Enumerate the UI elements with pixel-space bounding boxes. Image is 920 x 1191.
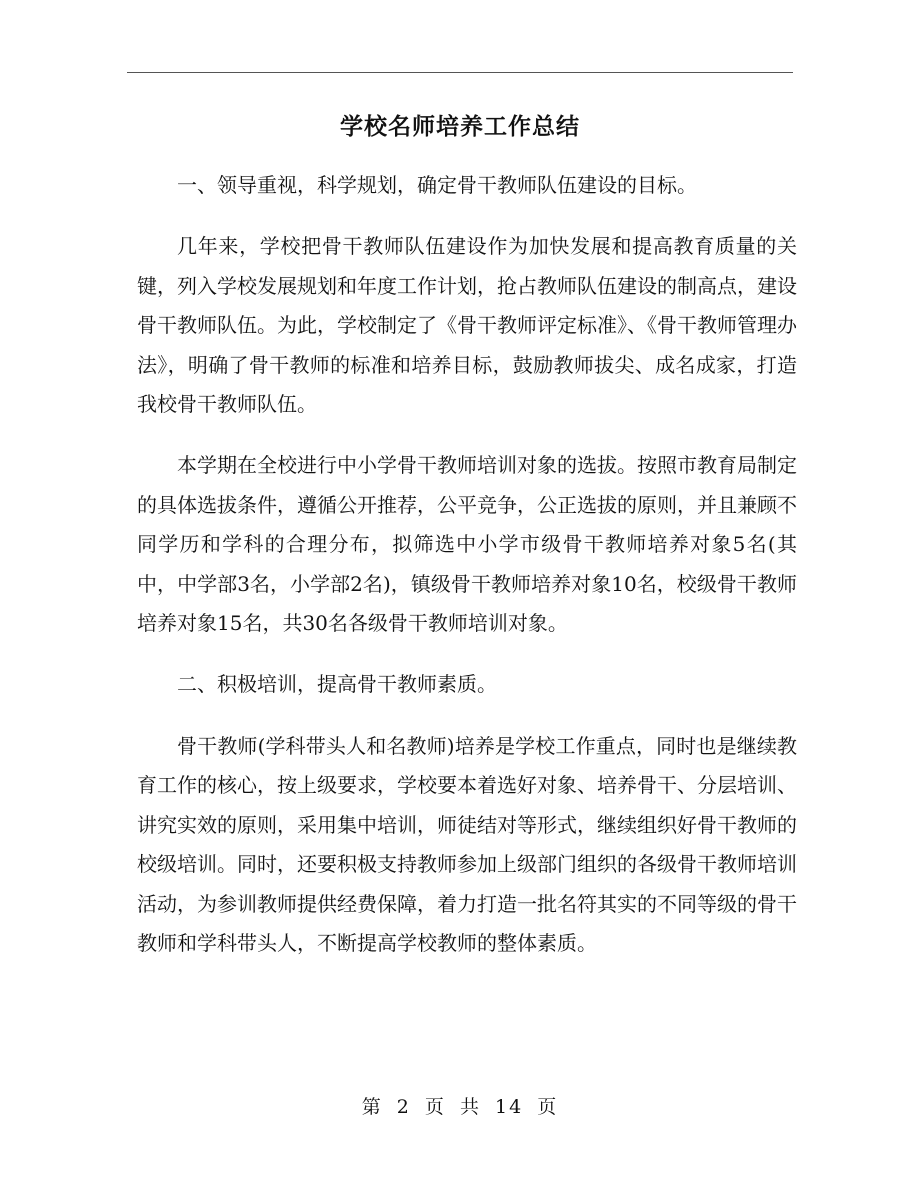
- paragraph: 本学期在全校进行中小学骨干教师培训对象的选拔。按照市教育局制定的具体选拔条件，遵循公开推荐，公平竞争，公正选拔的原则，并且兼顾不同学历和学科的合理分布，拟筛选中小学市级骨干教师培养对象5名(其中，中学部3名，小学部2名)，镇级骨干教师培养对象10名，校级骨干教师培养对象15名，共30名各级骨干教师培训对象。: [137, 453, 797, 636]
- paragraph: 骨干教师(学科带头人和名教师)培养是学校工作重点，同时也是继续教育工作的核心，按上级要求，学校要本着选好对象、培养骨干、分层培训、讲究实效的原则，采用集中培训，师徒结对等形式，继续组织好骨干教师的校级培训。同时，还要积极支持教师参加上级部门组织的各级骨干教师培训活动，为参训教师提供经费保障，着力打造一批名符其实的不同等级的骨干教师和学科带头人，不断提高学校教师的整体素质。: [137, 733, 797, 955]
- section-heading-2: 二、积极培训，提高骨干教师素质。: [177, 672, 497, 697]
- page-number-footer: 第 2 页 共 14 页: [361, 1096, 559, 1118]
- paragraph: 几年来，学校把骨干教师队伍建设作为加快发展和提高教育质量的关键，列入学校发展规划和年度工作计划，抢占教师队伍建设的制高点，建设骨干教师队伍。为此，学校制定了《骨干教师评定标准》、《骨干教师管理办法》，明确了骨干教师的标准和培养目标，鼓励教师拔尖、成名成家，打造我校骨干教师队伍。: [137, 234, 797, 417]
- document-title: 学校名师培养工作总结: [340, 113, 580, 140]
- header-rule: [127, 72, 793, 73]
- section-heading-1: 一、领导重视，科学规划，确定骨干教师队伍建设的目标。: [177, 173, 697, 197]
- document-body: [137, 166, 797, 985]
